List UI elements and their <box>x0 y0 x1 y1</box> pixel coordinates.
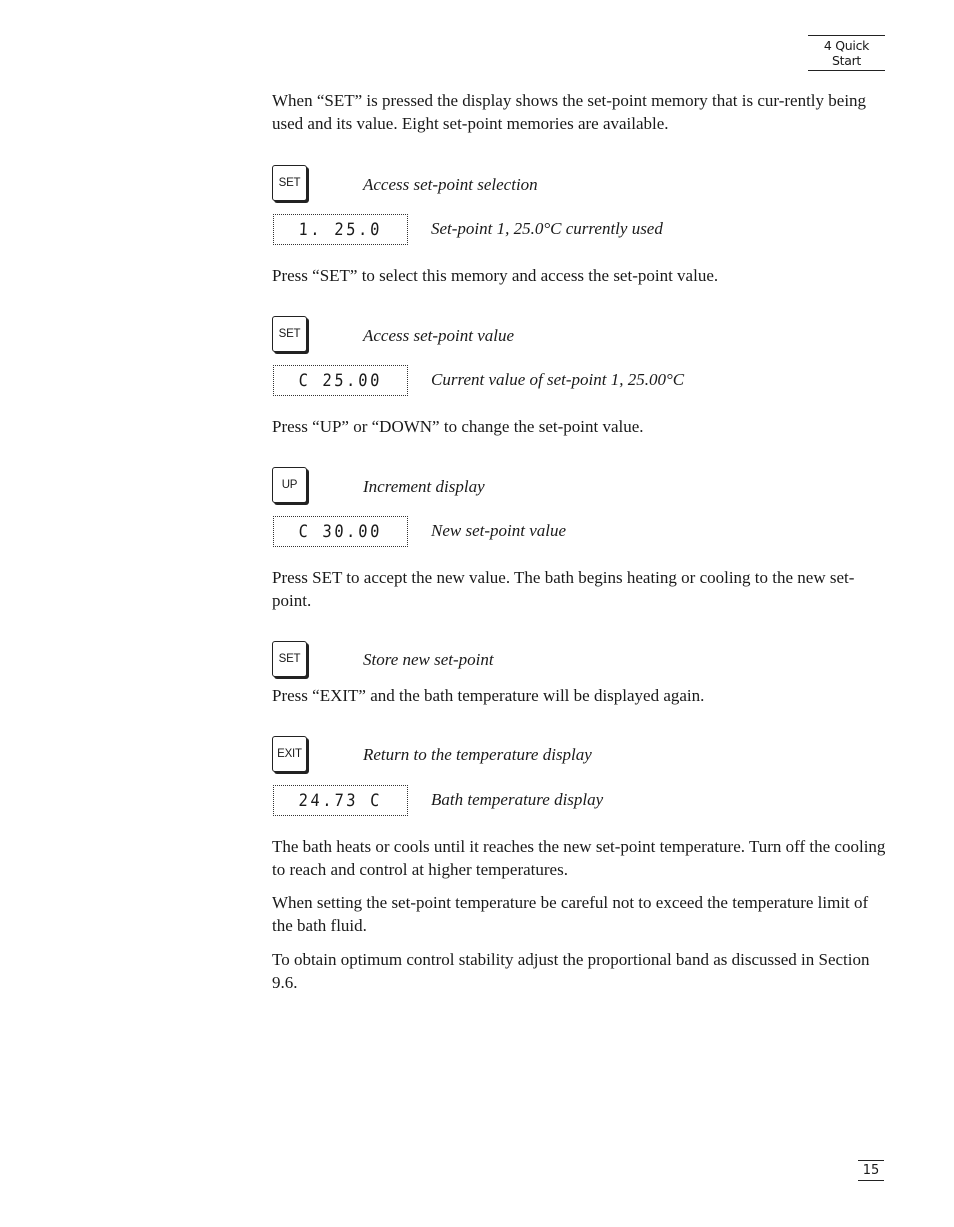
step-caption: Increment display <box>363 477 485 496</box>
set-key-icon: SET <box>272 316 307 352</box>
set-key-icon: SET <box>272 165 307 201</box>
body-paragraph: The bath heats or cools until it reaches the new set-point temperature. Turn off the cooling to reach and control at higher temperatures. <box>272 837 886 879</box>
instruction-paragraph: Press “EXIT” and the bath temperature will be displayed again. <box>272 686 705 705</box>
step-caption: Return to the temperature display <box>363 745 592 764</box>
instruction-paragraph: Press SET to accept the new value. The bath begins heating or cooling to the new set-point. <box>272 568 855 610</box>
step-caption: New set-point value <box>431 521 567 540</box>
instruction-paragraph: Press “SET” to select this memory and access the set-point value. <box>272 266 719 285</box>
running-header: 4 Quick Start <box>808 35 885 71</box>
lcd-readout: 24.73 C <box>298 790 383 811</box>
step-caption: Access set-point value <box>363 326 515 345</box>
lcd-display <box>273 785 408 816</box>
page-number: 15 <box>858 1160 884 1181</box>
intro-paragraph: When “SET” is pressed the display shows the set-point memory that is cur-rently being used and its value. Eight set-point memories are available. <box>272 91 867 133</box>
step-caption: Access set-point selection <box>363 175 538 194</box>
lcd-display <box>273 365 408 396</box>
up-key-icon: UP <box>272 467 307 503</box>
lcd-readout: C 25.00 <box>298 370 383 391</box>
lcd-display <box>273 516 408 547</box>
lcd-display <box>273 214 408 245</box>
step-caption: Current value of set-point 1, 25.00°C <box>431 370 685 389</box>
step-caption: Store new set-point <box>363 650 494 669</box>
body-paragraph: When setting the set-point temperature be careful not to exceed the temperature limit of the bath fluid. <box>272 893 869 935</box>
lcd-readout: C 30.00 <box>298 521 383 542</box>
body-paragraph: To obtain optimum control stability adjust the proportional band as discussed in Section 9.6. <box>272 950 870 992</box>
step-caption: Bath temperature display <box>431 790 604 809</box>
exit-key-icon: EXIT <box>272 736 307 772</box>
lcd-readout: 1. 25.0 <box>298 219 383 240</box>
instruction-paragraph: Press “UP” or “DOWN” to change the set-point value. <box>272 417 644 436</box>
set-key-icon: SET <box>272 641 307 677</box>
step-caption: Set-point 1, 25.0°C currently used <box>431 219 663 238</box>
